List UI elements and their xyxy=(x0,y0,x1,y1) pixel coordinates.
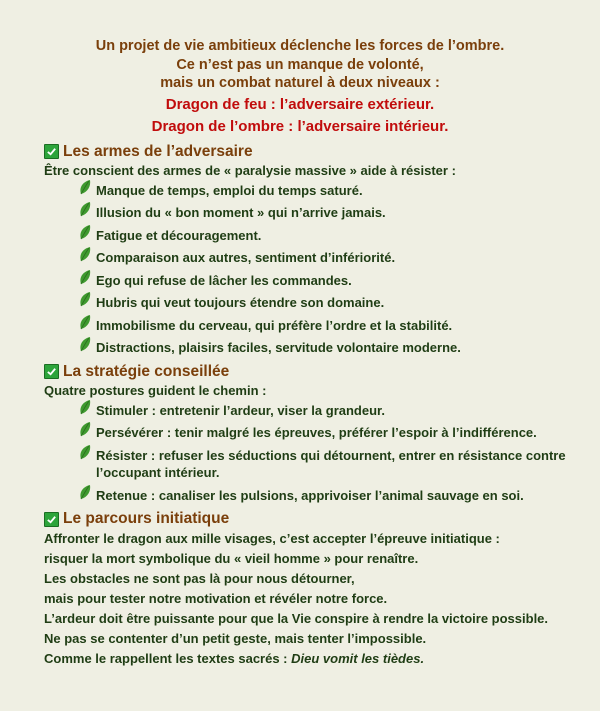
list-item: Persévérer : tenir malgré les épreuves, préférer l’espoir à l’indifférence. xyxy=(78,424,580,442)
paragraph-line: L’ardeur doit être puissante pour que la Vie conspire à rendre la victoire possible. xyxy=(44,611,549,626)
paragraph-line: risquer la mort symbolique du « vieil homme » pour renaître. xyxy=(44,551,419,566)
bullet-list xyxy=(44,402,580,505)
intro-block xyxy=(20,37,580,137)
section-title-text: Les armes de l’adversaire xyxy=(63,142,253,160)
green-leaf-icon xyxy=(78,336,92,352)
paragraph-block xyxy=(44,529,580,669)
paragraph-line: mais pour tester notre motivation et révéler notre force. xyxy=(44,591,388,606)
list-item: Retenue : canaliser les pulsions, apprivoiser l’animal sauvage en soi. xyxy=(78,487,580,505)
list-item: Hubris qui veut toujours étendre son domaine. xyxy=(78,294,580,312)
intro-line: Un projet de vie ambitieux déclenche les forces de l’ombre. xyxy=(95,38,505,54)
green-leaf-icon xyxy=(78,179,92,195)
paragraph-text: Comme le rappellent les textes sacrés : xyxy=(44,651,292,666)
list-item: Résister : refuser les séductions qui détournent, entrer en résistance contre l’occupant intérieur. xyxy=(78,447,580,482)
checkbox-checked-icon xyxy=(44,364,59,379)
intro-line: mais un combat naturel à deux niveaux : xyxy=(160,75,440,91)
list-item: Fatigue et découragement. xyxy=(78,227,580,245)
green-leaf-icon xyxy=(78,399,92,415)
bullet-list xyxy=(44,182,580,357)
list-item: Distractions, plaisirs faciles, servitude volontaire moderne. xyxy=(78,339,580,357)
list-item: Ego qui refuse de lâcher les commandes. xyxy=(78,272,580,290)
list-item: Comparaison aux autres, sentiment d’infériorité. xyxy=(78,249,580,267)
section-lead: Quatre postures guident le chemin : xyxy=(44,382,267,398)
list-item: Manque de temps, emploi du temps saturé. xyxy=(78,182,580,200)
paragraph-line: Les obstacles ne sont pas là pour nous détourner, xyxy=(44,571,355,586)
green-leaf-icon xyxy=(78,269,92,285)
checkbox-checked-icon xyxy=(44,512,59,527)
paragraph-line: Ne pas se contenter d’un petit geste, mais tenter l’impossible. xyxy=(44,631,427,646)
section-title xyxy=(44,362,580,382)
list-item: Immobilisme du cerveau, qui préfère l’ordre et la stabilité. xyxy=(78,317,580,335)
dragon-fire-line: Dragon de feu : l’adversaire extérieur. xyxy=(165,95,435,113)
quote-text: Dieu vomit les tièdes. xyxy=(291,651,425,666)
section-title-text: Le parcours initiatique xyxy=(63,510,230,527)
paragraph-line xyxy=(44,649,580,669)
green-leaf-icon xyxy=(78,224,92,240)
green-leaf-icon xyxy=(78,314,92,330)
dragon-shadow-line: Dragon de l’ombre : l’adversaire intérieur. xyxy=(151,117,449,135)
green-leaf-icon xyxy=(78,291,92,307)
green-leaf-icon xyxy=(78,484,92,500)
paragraph-line: Affronter le dragon aux mille visages, c’est accepter l’épreuve initiatique : xyxy=(44,531,500,546)
list-item: Illusion du « bon moment » qui n’arrive jamais. xyxy=(78,204,580,222)
section-title-text: La stratégie conseillée xyxy=(63,362,230,380)
intro-line: Ce n’est pas un manque de volonté, xyxy=(176,56,424,73)
section-lead: Être conscient des armes de « paralysie massive » aide à résister : xyxy=(44,162,456,178)
section-title xyxy=(44,509,580,529)
section-title xyxy=(44,142,580,162)
checkbox-checked-icon xyxy=(44,144,59,159)
green-leaf-icon xyxy=(78,246,92,262)
green-leaf-icon xyxy=(78,444,92,460)
green-leaf-icon xyxy=(78,421,92,437)
list-item: Stimuler : entretenir l’ardeur, viser la grandeur. xyxy=(78,402,580,420)
green-leaf-icon xyxy=(78,201,92,217)
